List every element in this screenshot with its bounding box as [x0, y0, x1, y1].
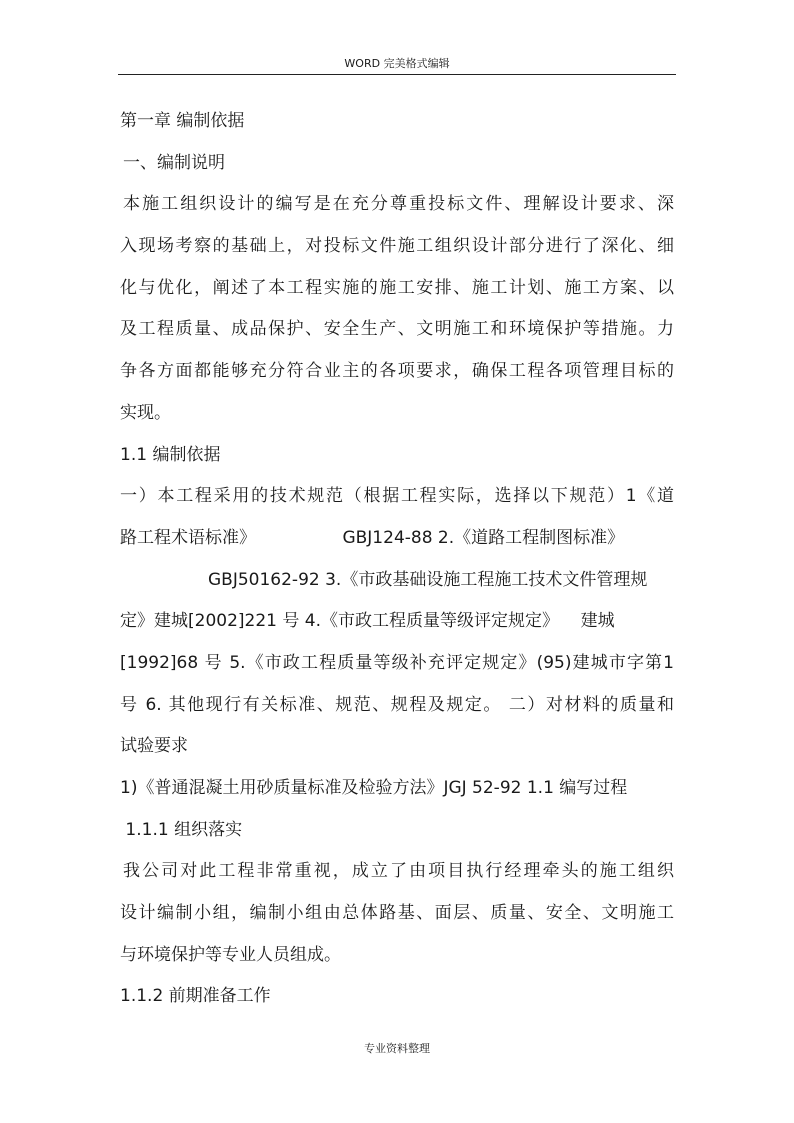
paragraph-line: 化与优化，阐述了本工程实施的施工安排、施工计划、施工方案、以 [120, 277, 674, 298]
page-footer: 专业资料整理 [364, 1042, 430, 1055]
subsection-heading: 1.1.1 组织落实 [120, 819, 243, 840]
paragraph-line: 设计编制小组，编制小组由总体路基、面层、质量、安全、文明施工 [120, 903, 674, 924]
paragraph-line: 路工程术语标准》 GBJ124-88 2.《道路工程制图标准》 [120, 527, 625, 548]
subsection-heading: 1.1 编制依据 [120, 444, 221, 465]
chapter-title: 第一章 编制依据 [120, 111, 245, 131]
paragraph-line: 试验要求 [120, 736, 188, 757]
page-header: WORD 完美格式编辑 [118, 56, 676, 75]
section-heading: 一、编制说明 [123, 152, 225, 173]
paragraph-line: 我公司对此工程非常重视，成立了由项目执行经理牵头的施工组织 [123, 861, 674, 882]
paragraph-line: 及工程质量、成品保护、安全生产、文明施工和环境保护等措施。力 [120, 319, 674, 340]
subsection-heading: 1.1.2 前期准备工作 [120, 986, 271, 1007]
paragraph-line: GBJ50162-92 3.《市政基础设施工程施工技术文件管理规 [208, 569, 648, 590]
paragraph-line: 定》建城[2002]221 号 4.《市政工程质量等级评定规定》 建城 [120, 611, 615, 632]
paragraph-line: 1)《普通混凝土用砂质量标准及检验方法》JGJ 52-92 1.1 编写过程 [120, 778, 628, 798]
paragraph-line: 本施工组织设计的编写是在充分尊重投标文件、理解设计要求、深 [123, 194, 674, 215]
paragraph-line: 一）本工程采用的技术规范（根据工程实际，选择以下规范）1《道 [120, 486, 674, 507]
document-body [120, 101, 674, 1018]
paragraph-line: 实现。 [120, 402, 171, 423]
paragraph-line: 与环境保护等专业人员组成。 [120, 944, 341, 965]
paragraph-line: [1992]68 号 5.《市政工程质量等级补充评定规定》(95)建城市字第1 [120, 652, 674, 673]
paragraph-line: 争各方面都能够充分符合业主的各项要求，确保工程各项管理目标的 [120, 361, 674, 382]
paragraph-line: 入现场考察的基础上，对投标文件施工组织设计部分进行了深化、细 [120, 236, 674, 257]
paragraph-line: 号 6. 其他现行有关标准、规范、规程及规定。 二）对材料的质量和 [120, 694, 674, 715]
